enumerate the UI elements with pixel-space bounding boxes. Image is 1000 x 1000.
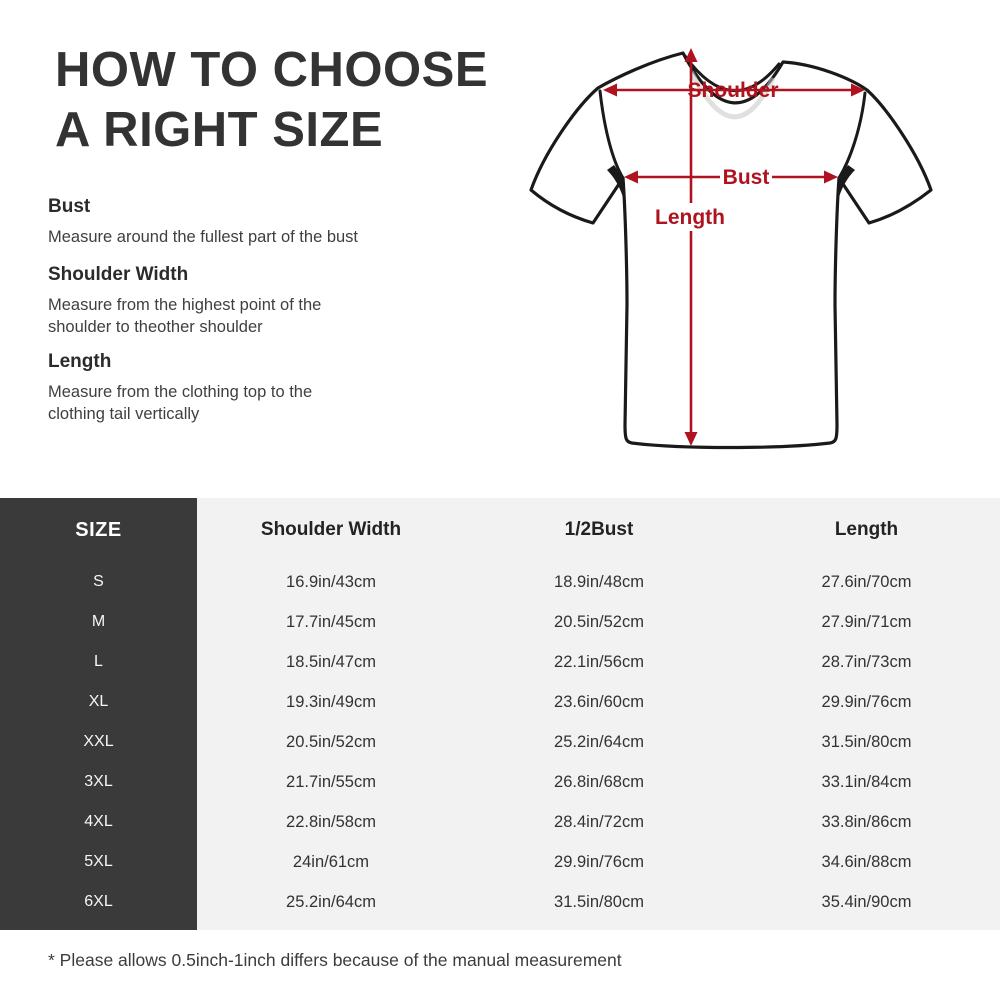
page-title-line2: A RIGHT SIZE <box>55 103 384 157</box>
tshirt-diagram-svg <box>520 25 980 485</box>
shoulder-width-cell: 25.2in/64cm <box>286 892 376 911</box>
half-bust-cell: 26.8in/68cm <box>554 772 644 791</box>
shoulder-width-cell: 24in/61cm <box>292 852 370 871</box>
length-cell: 34.6in/88cm <box>821 852 912 871</box>
column-header-size: SIZE <box>75 518 122 541</box>
definition-bust <box>48 196 468 249</box>
length-cell: 27.6in/70cm <box>821 572 912 591</box>
half-bust-cell: 23.6in/60cm <box>554 692 644 711</box>
size-cell: S <box>93 573 104 590</box>
length-cell: 27.9in/71cm <box>821 612 912 631</box>
size-cell: 5XL <box>84 853 113 870</box>
size-cell: M <box>91 613 106 630</box>
definition-shoulder-width <box>48 264 468 338</box>
shoulder-width-cell: 21.7in/55cm <box>286 772 376 791</box>
shoulder-width-cell: 17.7in/45cm <box>286 612 376 631</box>
half-bust-cell: 20.5in/52cm <box>554 612 644 631</box>
definition-term: Length <box>48 351 112 372</box>
page-title-line1: HOW TO CHOOSE <box>55 43 489 97</box>
length-arrow-label: Length <box>655 206 725 229</box>
size-table-grid <box>0 498 1000 930</box>
definition-text-line: shoulder to theother shoulder <box>48 317 263 336</box>
size-cell: XXL <box>83 733 114 750</box>
column-header-shoulder-width: Shoulder Width <box>260 519 402 540</box>
length-cell: 28.7in/73cm <box>821 652 912 671</box>
half-bust-cell: 22.1in/56cm <box>554 652 644 671</box>
length-cell: 33.8in/86cm <box>821 812 912 831</box>
measurement-disclaimer: * Please allows 0.5inch-1inch differs because of the manual measurement <box>48 950 622 970</box>
half-bust-cell: 28.4in/72cm <box>554 812 644 831</box>
shoulder-width-cell: 18.5in/47cm <box>286 652 376 671</box>
shoulder-width-cell: 22.8in/58cm <box>286 812 376 831</box>
half-bust-cell: 29.9in/76cm <box>554 852 644 871</box>
definition-text-line: Measure around the fullest part of the bust <box>48 228 359 246</box>
shoulder-width-cell: 16.9in/43cm <box>286 572 376 591</box>
definition-text-line: Measure from the highest point of the <box>48 296 322 314</box>
definition-text-line: clothing tail vertically <box>48 404 200 423</box>
shoulder-width-cell: 19.3in/49cm <box>286 692 376 711</box>
definition-term: Bust <box>48 196 91 217</box>
definition-term: Shoulder Width <box>48 264 189 285</box>
definition-text-line: Measure from the clothing top to the <box>48 383 313 401</box>
length-cell: 31.5in/80cm <box>821 732 912 751</box>
size-cell: L <box>94 653 103 670</box>
bust-arrow-label: Bust <box>722 166 770 189</box>
size-cell: 3XL <box>84 773 113 790</box>
size-cell: 4XL <box>84 813 113 830</box>
tshirt-measurement-diagram <box>520 25 980 485</box>
half-bust-cell: 31.5in/80cm <box>554 892 644 911</box>
length-cell: 33.1in/84cm <box>821 772 912 791</box>
length-cell: 35.4in/90cm <box>821 892 912 911</box>
column-header-half-bust: 1/2Bust <box>564 519 634 540</box>
size-cell: XL <box>88 693 109 710</box>
page-title <box>55 40 488 160</box>
shoulder-arrow-label: Shoulder <box>687 79 779 102</box>
definition-length <box>48 351 468 425</box>
size-table <box>0 498 1000 930</box>
shoulder-width-cell: 20.5in/52cm <box>286 732 376 751</box>
size-cell: 6XL <box>84 893 113 910</box>
tshirt-outline <box>531 53 931 448</box>
length-cell: 29.9in/76cm <box>821 692 912 711</box>
half-bust-cell: 18.9in/48cm <box>554 572 644 591</box>
column-header-length: Length <box>834 519 899 540</box>
length-arrowhead-top <box>685 48 698 62</box>
half-bust-cell: 25.2in/64cm <box>554 732 644 751</box>
